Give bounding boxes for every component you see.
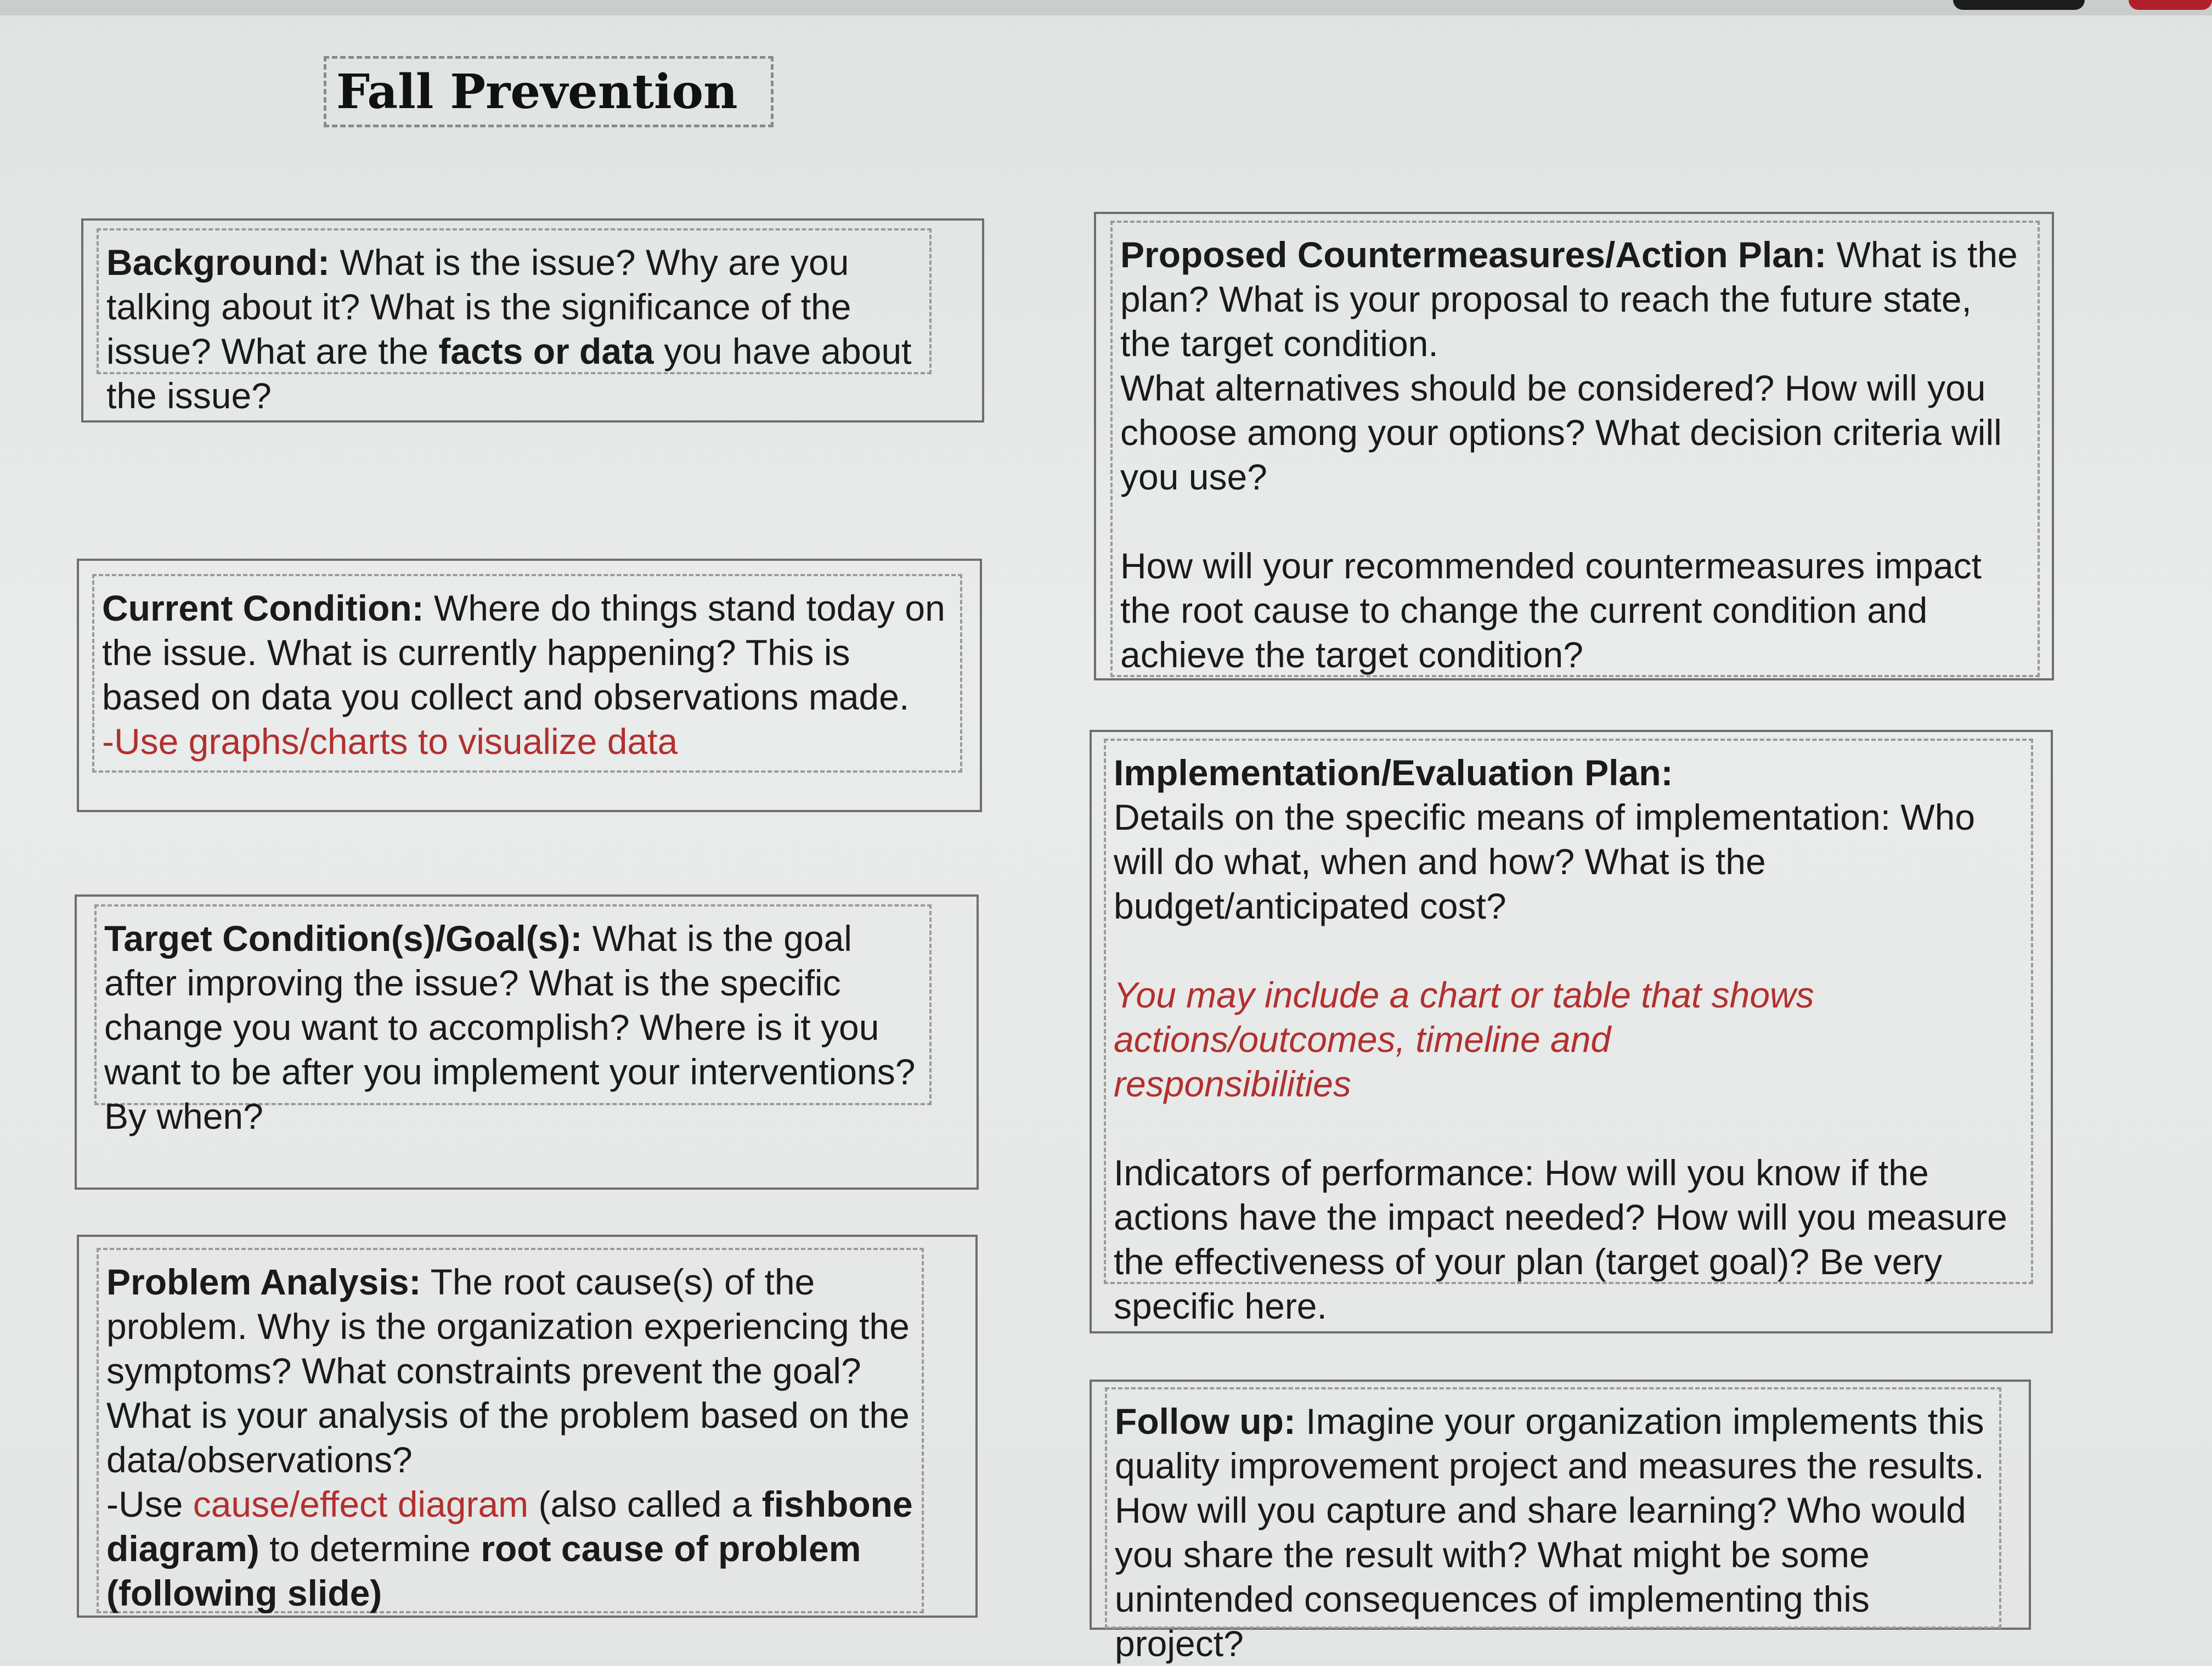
current-condition-note: -Use graphs/charts to visualize data bbox=[102, 721, 678, 762]
background-text-end: you have about the issue? bbox=[106, 331, 912, 416]
target-condition-box bbox=[75, 894, 979, 1190]
background-bold: facts or data bbox=[438, 331, 654, 372]
background-textbox[interactable] bbox=[97, 228, 932, 416]
instruction-mid: (also called a bbox=[528, 1484, 762, 1524]
instruction-red: cause/effect diagram bbox=[193, 1484, 529, 1524]
countermeasures-textbox[interactable] bbox=[1110, 221, 2040, 677]
problem-analysis-box bbox=[77, 1235, 978, 1618]
countermeasures-alternatives: What alternatives should be considered? How will you choose among your options? What decision criteria will you use? bbox=[1120, 368, 2002, 497]
background-heading: Background: bbox=[106, 242, 330, 283]
countermeasures-heading: Proposed Countermeasures/Action Plan: bbox=[1120, 234, 1827, 275]
problem-analysis-heading: Problem Analysis: bbox=[106, 1262, 421, 1302]
instruction-bold-2: root cause of problem (following slide) bbox=[106, 1528, 861, 1613]
implementation-heading: Implementation/Evaluation Plan: bbox=[1114, 752, 1673, 793]
slide-title: Fall Prevention bbox=[336, 64, 738, 120]
countermeasures-impact: How will your recommended countermeasures impact the root cause to change the current condition and achieve the target condition? bbox=[1120, 545, 1982, 675]
follow-up-box bbox=[1090, 1380, 2031, 1664]
problem-analysis-text: The root cause(s) of the problem. Why is the organization experiencing the symptoms? What constraints prevent the goal? What is your analysis of the problem based on the data/observations? bbox=[106, 1262, 910, 1480]
follow-up-text: Imagine your organization implements this quality improvement project and measures the results. How will you capture and share learning? Who would you share the result with? What might be some unintended consequences of implementing this project? bbox=[1115, 1401, 1984, 1664]
follow-up-textbox[interactable] bbox=[1105, 1387, 2001, 1664]
current-condition-textbox[interactable] bbox=[92, 574, 962, 773]
target-condition-heading: Target Condition(s)/Goal(s): bbox=[104, 918, 583, 959]
spacer bbox=[1114, 1106, 2023, 1151]
spacer bbox=[1114, 928, 2023, 973]
implementation-indicators: Indicators of performance: How will you know if the actions have the impact needed? How will you measure the effectiveness of your plan (target goal)? Be very specific here. bbox=[1114, 1152, 2007, 1326]
implementation-box bbox=[1090, 730, 2053, 1333]
problem-analysis-instruction bbox=[106, 1482, 914, 1616]
follow-up-heading: Follow up: bbox=[1115, 1401, 1296, 1442]
target-condition-text: What is the goal after improving the issue? What is the specific change you want to accomplish? Where is it you want to be after you implement your interventions? By when? bbox=[104, 918, 916, 1136]
current-condition-text: Where do things stand today on the issue. What is currently happening? This is based on data you collect and observations made. bbox=[102, 588, 945, 717]
title-textbox[interactable] bbox=[324, 56, 774, 127]
problem-analysis-textbox[interactable] bbox=[97, 1248, 924, 1613]
current-condition-box bbox=[77, 559, 982, 812]
implementation-note: You may include a chart or table that shows actions/outcomes, timeline and responsibilities bbox=[1114, 975, 1814, 1104]
background-text: What is the issue? Why are you talking about it? What is the significance of the issue? What are the bbox=[106, 242, 851, 372]
current-condition-heading: Current Condition: bbox=[102, 588, 424, 628]
implementation-details: Details on the specific means of implementation: Who will do what, when and how? What is the budget/anticipated cost? bbox=[1114, 797, 1976, 926]
implementation-textbox[interactable] bbox=[1104, 739, 2033, 1326]
instruction-prefix: -Use bbox=[106, 1484, 193, 1524]
countermeasures-text: What is the plan? What is your proposal to reach the future state, the target condition. bbox=[1120, 234, 2018, 364]
countermeasures-box bbox=[1094, 212, 2054, 680]
instruction-bold-1: fishbone diagram) bbox=[106, 1484, 913, 1569]
background-box bbox=[81, 218, 984, 423]
target-condition-textbox[interactable] bbox=[94, 904, 932, 1136]
instruction-mid-2: to determine bbox=[259, 1528, 481, 1569]
spacer bbox=[1120, 499, 2030, 544]
